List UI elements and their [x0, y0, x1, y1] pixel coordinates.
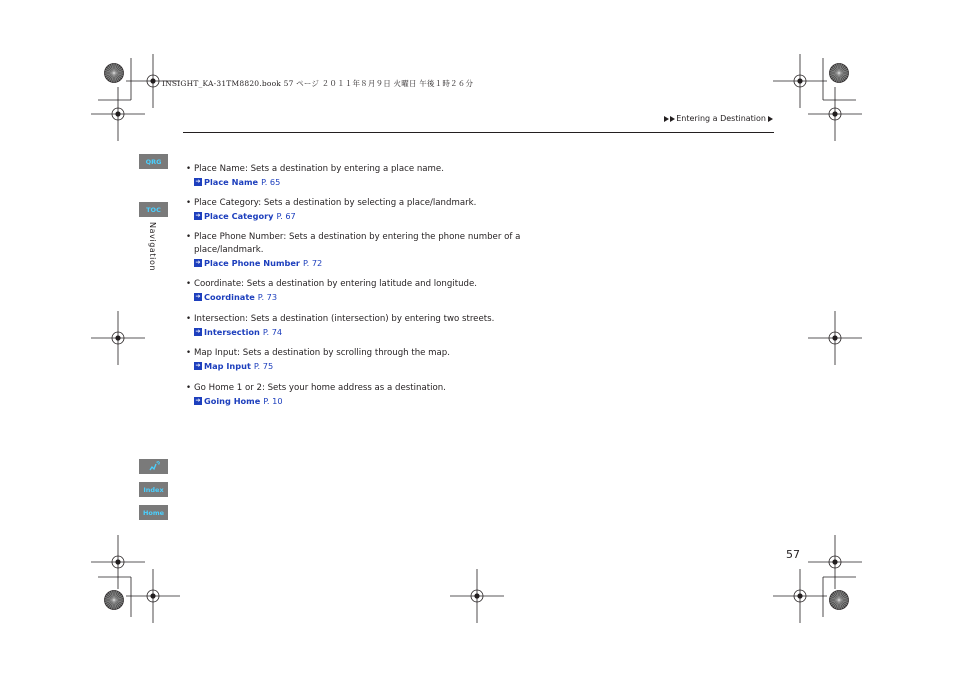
registration-target: [91, 535, 145, 589]
cross-reference-link[interactable]: ➔ Going Home P. 10: [195, 396, 283, 406]
home-button[interactable]: Home: [139, 505, 168, 520]
list-item: • Place Phone Number: Sets a destination by entering the phone number of a place/landmark. ➔ Place Phone Number P. 72: [183, 231, 543, 269]
item-term: Map Input: [194, 348, 238, 358]
qrg-button[interactable]: QRG: [139, 154, 168, 169]
registration-target: [91, 311, 145, 365]
item-description: : Sets a destination by entering latitude and longitude.: [241, 279, 477, 289]
registration-dial: [830, 64, 849, 83]
list-item: • Map Input: Sets a destination by scrolling through the map. ➔ Map Input P. 75: [183, 347, 543, 372]
header-rule: [183, 132, 774, 133]
cross-reference-link[interactable]: ➔ Intersection P. 74: [195, 327, 283, 337]
cross-reference-link[interactable]: ➔ Place Name P. 65: [195, 177, 281, 187]
link-arrow-icon: ➔: [195, 362, 201, 369]
voice-command-icon: [148, 461, 160, 472]
breadcrumb-arrow-icon: [664, 116, 669, 122]
item-description: : Sets a destination by entering the phone number of a place/landmark.: [194, 232, 521, 255]
link-arrow-icon: ➔: [195, 397, 201, 404]
item-description: : Sets a destination (intersection) by entering two streets.: [245, 314, 495, 324]
registration-target: [808, 311, 862, 365]
list-item: • Go Home 1 or 2: Sets your home address as a destination. ➔ Going Home P. 10: [183, 382, 543, 407]
toc-button[interactable]: TOC: [139, 202, 168, 217]
list-item: • Place Category: Sets a destination by selecting a place/landmark. ➔ Place Category P. 67: [183, 197, 543, 222]
registration-target: [126, 569, 180, 623]
item-term: Place Name: [194, 164, 245, 174]
item-description: : Sets a destination by scrolling through the map.: [237, 348, 450, 358]
registration-target: [808, 535, 862, 589]
registration-target: [91, 87, 145, 141]
link-arrow-icon: ➔: [195, 293, 201, 300]
item-description: : Sets a destination by selecting a place/landmark.: [258, 198, 477, 208]
list-item: • Coordinate: Sets a destination by entering latitude and longitude. ➔ Coordinate P. 73: [183, 278, 543, 303]
list-item: • Intersection: Sets a destination (intersection) by entering two streets. ➔ Intersection P. 74: [183, 313, 543, 338]
item-term: Intersection: [194, 314, 246, 324]
item-term: Place Category: [194, 198, 259, 208]
registration-target: [450, 569, 504, 623]
breadcrumb[interactable]: [664, 114, 774, 123]
cross-reference-link[interactable]: ➔ Place Phone Number P. 72: [195, 258, 323, 268]
breadcrumb-label: Entering a Destination: [676, 114, 766, 123]
registration-target: [773, 54, 827, 108]
breadcrumb-arrow-icon: [670, 116, 675, 122]
index-button[interactable]: Index: [139, 482, 168, 497]
link-arrow-icon: ➔: [195, 328, 201, 335]
item-description: : Sets your home address as a destination.: [261, 383, 446, 393]
registration-dial: [105, 64, 124, 83]
registration-target: [808, 87, 862, 141]
breadcrumb-arrow-icon: [768, 116, 773, 122]
registration-target: [773, 569, 827, 623]
link-arrow-icon: ➔: [195, 178, 201, 185]
item-term: Go Home 1 or 2: [194, 383, 262, 393]
page-number: 57: [786, 548, 800, 561]
item-term: Place Phone Number: [194, 232, 284, 242]
registration-dial: [105, 591, 124, 610]
registration-dial: [830, 591, 849, 610]
link-arrow-icon: ➔: [195, 259, 201, 266]
cross-reference-link[interactable]: ➔ Place Category P. 67: [195, 211, 296, 221]
item-term: Coordinate: [194, 279, 242, 289]
link-arrow-icon: ➔: [195, 212, 201, 219]
print-header: INSIGHT_KA-31TM8820.book 57 ページ ２０１１年８月９日 火曜日 午後１時２６分: [162, 79, 474, 88]
cross-reference-link[interactable]: ➔ Coordinate P. 73: [195, 292, 278, 302]
section-tab-navigation: Navigation: [148, 222, 157, 272]
voice-command-button[interactable]: [139, 459, 168, 474]
cross-reference-link[interactable]: ➔ Map Input P. 75: [195, 361, 274, 371]
item-description: : Sets a destination by entering a place name.: [244, 164, 444, 174]
list-item: • Place Name: Sets a destination by entering a place name. ➔ Place Name P. 65: [183, 163, 543, 188]
